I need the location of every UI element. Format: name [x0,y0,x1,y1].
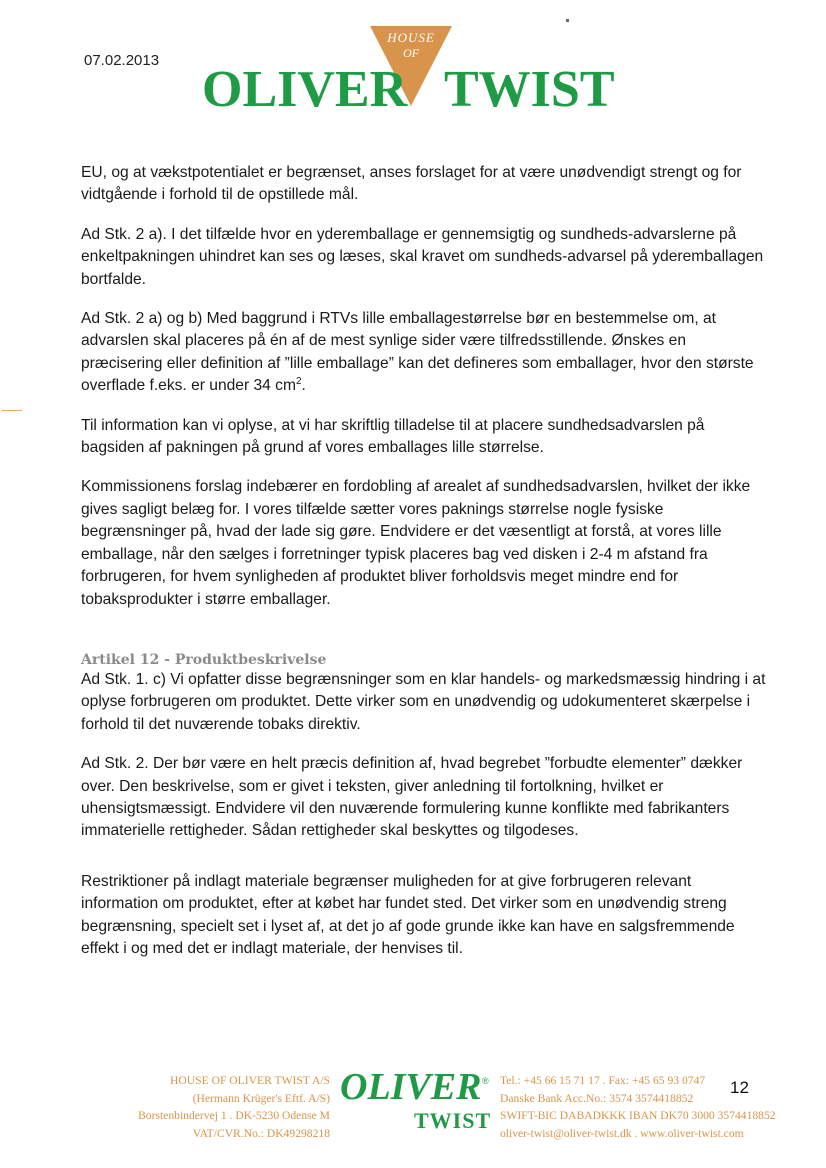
paragraph: Restriktioner på indlagt materiale begrænser muligheden for at give forbrugeren relevant information om produktet, efter at købet har fundet sted. Det virker som en unødvendig streng begrænsning, specielt set i lyset af, at det jo af gode grunde ikke kan have en salgsfremmende effekt i og med det er indlagt materiale, der henvises til. [81,872,735,957]
paragraph-end: . [301,377,306,395]
logo-oliver-text: OLIVER [202,61,408,118]
footer-logo-twist: TWIST [414,1108,492,1133]
footer-line: Borstenbindervej 1 . DK-5230 Odense M [138,1109,330,1122]
registered-icon: ® [482,1076,489,1086]
logo-twist-text: TWIST [444,61,615,118]
superscript: 2 [295,376,302,388]
page-number: 12 [730,1078,749,1097]
paragraph: Ad Stk. 2. Der bør være en helt præcis definition af, hvad begrebet ”forbudte elementer” dækker over. Den beskrivelse, som er givet i teksten, giver anledning til fortolkning, hvilket er uhensigtsmæssigt. Endvidere vil den nuværende formulering kunne konflikte med fabrikanters immaterielle rettigheder. Sådan rettigheder skal beskyttes og tilgodeses. [81,755,743,840]
footer-line: VAT/CVR.No.: DK49298218 [192,1126,330,1140]
footer-logo-oliver: OLIVER [340,1066,482,1108]
footer-contact-info [500,1072,820,1142]
paragraph-text: Ad Stk. 2 a) og b) Med baggrund i RTVs lille emballagestørrelse bør en bestemmelse om, at advarslen skal placeres på én af de mest synlige sider være tilfredsstillende. Ønskes en præcisering eller definition af ”lille emballage” kan det defineres som emballager, hvor den største overflade f.eks. er under 34 cm [81,310,754,395]
paragraph: Kommissionens forslag indebærer en fordobling af arealet af sundhedsadvarslen, hvilket der ikke gives sagligt belæg for. I vores tilfælde sætter vores paknings størrelse nogle fysiske begrænsninger på, hvad der lade sig gøre. Endvidere er det væsentligt at forstå, at vores lille emballage, når den sælges i forretninger typisk placeres bag ved disken i 2-4 m afstand fra forbrugeren, for hvem synligheden af produktet bliver forholdsvis meget mindre end for tobaksprodukter i større emballager. [81,478,751,608]
letter-body [81,162,771,977]
paragraph: Ad Stk. 2 a). I det tilfælde hvor en yderemballage er gennemsigtig og sundheds-advarslerne på enkeltpakningen uhindret kan ses og læses, skal kravet om sundheds-advarsel på yderemballagen bortfalde. [81,225,764,288]
footer-company-address [96,1072,330,1142]
margin-mark [2,410,22,411]
section-heading: Artikel 12 - Produktbeskrivelse [81,651,327,668]
logo-house-text: HOUSE [387,30,435,45]
document-date: 07.02.2013 [84,52,160,69]
footer-line: (Hermann Krüger's Eftf. A/S) [192,1091,330,1105]
footer-line: Danske Bank Acc.No.: 3574 3574418852 [500,1091,694,1105]
paragraph: Til information kan vi oplyse, at vi har skriftlig tilladelse til at placere sundhedsadvarslen på bagsiden af pakningen på grund af vores emballages lille størrelse. [81,416,705,457]
footer-line: oliver-twist@oliver-twist.dk . www.oliver-twist.com [500,1126,744,1140]
footer-line: HOUSE OF OLIVER TWIST A/S [170,1074,330,1087]
logo-of-text: OF [403,46,419,60]
company-logo [200,26,615,118]
footer-line: Tel.: +45 66 15 71 17 . Fax: +45 65 93 0747 [500,1074,706,1087]
paragraph [81,308,771,398]
paragraph: EU, og at vækstpotentialet er begrænset, anses forslaget for at være unødvendigt strengt og for vidtgående i forhold til de opstillede mål. [81,164,742,204]
paragraph: Ad Stk. 1. c) Vi opfatter disse begrænsninger som en klar handels- og markedsmæssig hindring i at oplyse forbrugeren om produktet. Dette virker som en unødvendig og udokumenteret skærpelse i forhold til det nuværende tobaks direktiv. [81,670,766,733]
footer-line: SWIFT-BIC DABADKKK IBAN DK70 3000 3574418852 [500,1109,776,1122]
footer-logo [336,1066,496,1146]
scan-speck [566,19,569,22]
